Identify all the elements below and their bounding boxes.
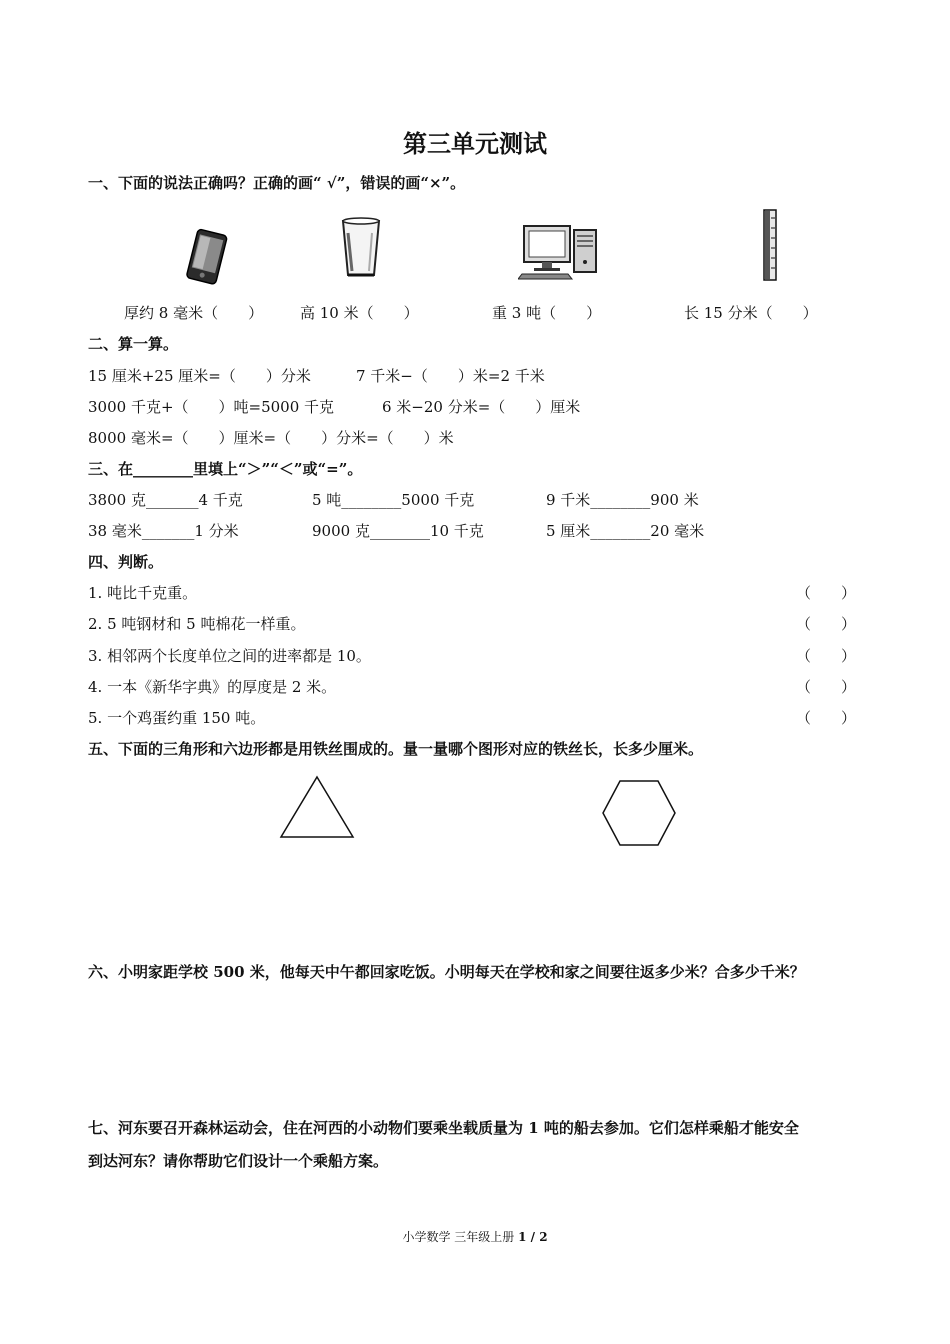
calc-question: 3000 千克+（ ）吨=5000 千克 [88,398,335,416]
page-title: 第三单元测试 [403,129,547,158]
section5-heading: 五、下面的三角形和六边形都是用铁丝围成的。量一量哪个图形对应的铁丝长，长多少厘米。 [88,740,704,758]
section6-heading: 六、小明家距学校 500 米，他每天中午都回家吃饭。小明每天在学校和家之间要往返多少米？合多少千米？ [88,963,805,981]
compare-question: 9000 克________10 千克 [312,522,484,540]
answer-blank: （ ） [796,709,857,727]
compare-question: 38 毫米_______1 分米 [88,522,239,540]
calc-question: 7 千米−（ ）米=2 千米 [356,367,545,385]
footer-text: 小学数学 三年级上册 [402,1230,515,1244]
section7-line1: 七、河东要召开森林运动会，住在河西的小动物们要乘坐载质量为 1 吨的船去参加。它们怎样乘船才能安全 [88,1119,799,1137]
judge-item: 4. 一本《新华字典》的厚度是 2 米。 [88,678,337,696]
section7-line2: 到达河东？请你帮助它们设计一个乘船方案。 [88,1152,389,1170]
section4-heading: 四、判断。 [88,553,164,571]
item-computer-label: 重 3 吨（ ） [492,304,602,322]
judge-item: 5. 一个鸡蛋约重 150 吨。 [88,709,266,727]
calc-question: 6 米−20 分米=（ ）厘米 [382,398,581,416]
hexagon-shape [600,778,678,848]
answer-blank: （ ） [796,678,857,696]
judge-item: 1. 吨比千克重。 [88,584,198,602]
calc-question: 8000 毫米=（ ）厘米=（ ）分米=（ ）米 [88,429,454,447]
section2-heading: 二、算一算。 [88,335,179,353]
compare-question: 3800 克_______4 千克 [88,491,243,509]
section3-heading: 三、在________里填上“＞”“＜”或“=”。 [88,460,363,478]
compare-question: 9 千米________900 米 [546,491,699,509]
judge-item: 3. 相邻两个长度单位之间的进率都是 10。 [88,647,371,665]
item-phone-label: 厚约 8 毫米（ ） [124,304,264,322]
item-ruler-label: 长 15 分米（ ） [684,304,818,322]
ruler-icon [760,208,780,282]
calc-question: 15 厘米+25 厘米=（ ）分米 [88,367,311,385]
compare-question: 5 吨________5000 千克 [312,491,475,509]
page-number: 1 / 2 [518,1230,548,1244]
phone-icon [180,226,236,286]
cup-icon [338,215,384,279]
answer-blank: （ ） [796,615,857,633]
compare-question: 5 厘米________20 毫米 [546,522,705,540]
triangle-shape [276,774,358,840]
answer-blank: （ ） [796,647,857,665]
judge-item: 2. 5 吨钢材和 5 吨棉花一样重。 [88,615,306,633]
answer-blank: （ ） [796,584,857,602]
page-footer [0,1228,950,1245]
computer-icon [518,222,602,280]
section1-heading: 一、下面的说法正确吗？正确的画“ √”，错误的画“×”。 [88,174,466,192]
item-cup-label: 高 10 米（ ） [300,304,419,322]
